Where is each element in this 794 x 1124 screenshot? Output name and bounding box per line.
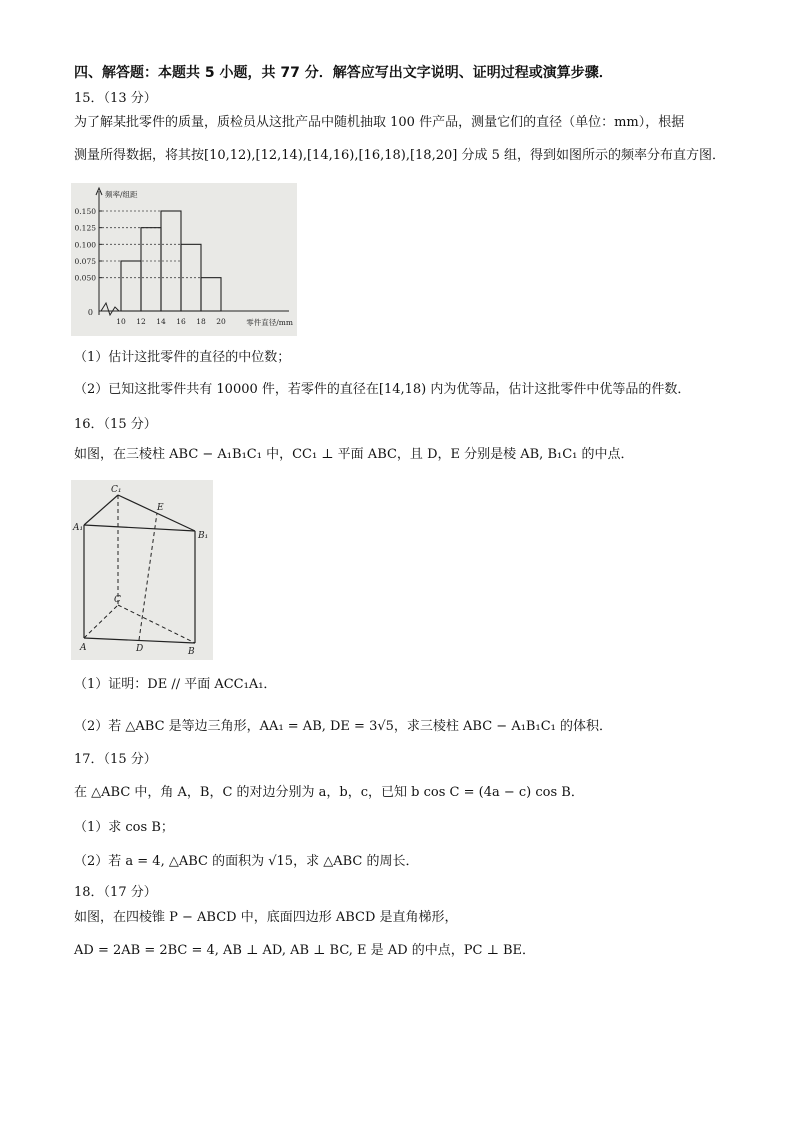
- origin-label: 0: [87, 308, 93, 317]
- frequency-histogram: [71, 183, 297, 336]
- q16-part-1: （1）证明：DE // 平面 ACC₁A₁．: [74, 677, 277, 692]
- edge-a1-b1: [84, 525, 195, 531]
- q15-part-1: （1）估计这批零件的直径的中位数；: [74, 350, 291, 365]
- q18-intro: 如图，在四棱锥 P − ABCD 中，底面四边形 ABCD 是直角梯形，: [74, 910, 458, 925]
- histogram-bar: [141, 228, 161, 311]
- label-c1: C₁: [111, 485, 122, 495]
- label-d: D: [136, 644, 144, 654]
- edge-a-c: [84, 605, 118, 638]
- x-tick-label: 12: [136, 317, 146, 326]
- axis-break-mark: [101, 303, 119, 315]
- x-tick-label: 18: [196, 317, 206, 326]
- q17-part-1: （1）求 cos B；: [74, 820, 174, 835]
- histogram-bar: [201, 278, 221, 311]
- prism-figure: [71, 480, 213, 660]
- label-a: A: [80, 643, 87, 653]
- label-c: C: [114, 595, 121, 605]
- q18-condition: AD = 2AB = 2BC = 4, AB ⊥ AD, AB ⊥ BC, E 是 AD 的中点，PC ⊥ BE．: [74, 943, 535, 958]
- label-e: E: [157, 503, 164, 513]
- x-axis-label: 零件直径/mm: [246, 318, 293, 327]
- y-axis-label: 频率/组距: [105, 190, 138, 199]
- y-tick-label: 0.100: [74, 240, 96, 250]
- x-tick-label: 14: [156, 317, 166, 326]
- q16-part-2: （2）若 △ABC 是等边三角形，AA₁ = AB, DE = 3√5，求三棱柱 ABC − A₁B₁C₁ 的体积．: [74, 719, 612, 734]
- y-tick-label: 0.075: [74, 256, 96, 266]
- label-a1: A₁: [73, 523, 84, 533]
- y-tick-label: 0.150: [74, 206, 96, 216]
- edge-a1-c1: [84, 495, 118, 525]
- segment-d-e: [139, 513, 157, 640]
- label-b: B: [188, 647, 195, 657]
- q17-part-2: （2）若 a = 4, △ABC 的面积为 √15，求 △ABC 的周长．: [74, 854, 419, 869]
- label-b1: B₁: [198, 531, 209, 541]
- q18-number: 18．（17 分）: [74, 885, 157, 900]
- q15-number: 15．（13 分）: [74, 91, 157, 106]
- x-tick-label: 10: [116, 317, 126, 326]
- q17-intro: 在 △ABC 中，角 A，B，C 的对边分别为 a，b，c，已知 b cos C = (4a − c) cos B．: [74, 785, 584, 800]
- q15-intro-line-1: 为了解某批零件的质量，质检员从这批产品中随机抽取 100 件产品，测量它们的直径（单位：mm），根据: [74, 115, 685, 130]
- histogram-bar: [121, 261, 141, 311]
- x-tick-label: 20: [216, 317, 226, 326]
- section-title: 四、解答题：本题共 5 小题，共 77 分．解答应写出文字说明、证明过程或演算步骤．: [74, 65, 613, 81]
- q15-intro-line-2: 测量所得数据，将其按[10,12),[12,14),[14,16),[16,18),[18,20] 分成 5 组，得到如图所示的频率分布直方图．: [74, 148, 725, 163]
- histogram-figure: [71, 183, 297, 336]
- triangular-prism-diagram: [71, 480, 213, 660]
- edge-c-b: [118, 605, 195, 643]
- y-tick-label: 0.050: [74, 273, 96, 283]
- x-tick-label: 16: [176, 317, 186, 326]
- y-tick-label: 0.125: [74, 223, 96, 233]
- q17-number: 17．（15 分）: [74, 752, 157, 767]
- q16-intro: 如图，在三棱柱 ABC − A₁B₁C₁ 中，CC₁ ⊥ 平面 ABC，且 D，E 分别是棱 AB, B₁C₁ 的中点．: [74, 447, 634, 462]
- q15-part-2: （2）已知这批零件共有 10000 件，若零件的直径在[14,18) 内为优等品，估计这批零件中优等品的件数．: [74, 382, 691, 397]
- q16-number: 16．（15 分）: [74, 417, 157, 432]
